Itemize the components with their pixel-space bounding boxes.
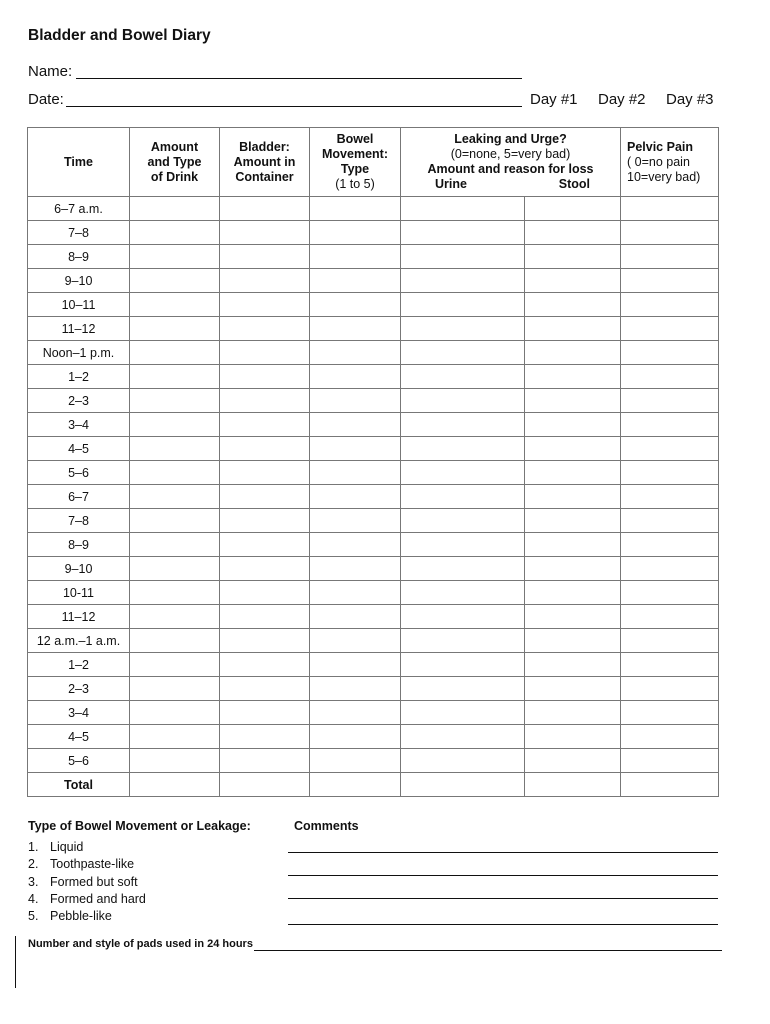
- drink-cell[interactable]: [130, 533, 220, 557]
- urine-cell[interactable]: [401, 725, 525, 749]
- table-row: [28, 197, 719, 221]
- date-label: Date:: [28, 91, 64, 108]
- pelvic-pain-cell[interactable]: [621, 749, 719, 773]
- table-row: [28, 341, 719, 365]
- table-row: [28, 413, 719, 437]
- bowel-cell[interactable]: [310, 197, 401, 221]
- stool-cell[interactable]: [525, 605, 621, 629]
- stool-cell[interactable]: [525, 269, 621, 293]
- pelvic-pain-cell[interactable]: [621, 653, 719, 677]
- pelvic-pain-cell[interactable]: [621, 245, 719, 269]
- bladder-cell[interactable]: [220, 317, 310, 341]
- header-drink: Amount and Type of Drink: [130, 128, 220, 197]
- pelvic-pain-cell[interactable]: [621, 629, 719, 653]
- bowel-cell[interactable]: [310, 485, 401, 509]
- urine-cell[interactable]: [401, 509, 525, 533]
- header-bowel: Bowel Movement: Type (1 to 5): [310, 128, 401, 197]
- bladder-cell[interactable]: [220, 341, 310, 365]
- urine-cell[interactable]: [401, 341, 525, 365]
- table-row: [28, 533, 719, 557]
- table-row: [28, 293, 719, 317]
- drink-cell[interactable]: [130, 293, 220, 317]
- time-cell: 8–9: [28, 245, 130, 269]
- urine-cell[interactable]: [401, 701, 525, 725]
- time-cell: 6–7: [28, 485, 130, 509]
- pelvic-pain-cell[interactable]: [621, 509, 719, 533]
- table-row: [28, 269, 719, 293]
- table-row: [28, 245, 719, 269]
- table-row: [28, 557, 719, 581]
- bladder-cell[interactable]: [220, 437, 310, 461]
- bowel-cell[interactable]: [310, 389, 401, 413]
- header-stool: Stool: [558, 177, 590, 191]
- pelvic-pain-cell[interactable]: [621, 461, 719, 485]
- name-field[interactable]: [76, 78, 522, 79]
- bladder-cell[interactable]: [220, 725, 310, 749]
- stool-cell[interactable]: [525, 413, 621, 437]
- header-pelvic-pain: Pelvic Pain ( 0=no pain 10=very bad): [621, 128, 719, 197]
- pelvic-pain-cell[interactable]: [621, 365, 719, 389]
- bladder-cell[interactable]: [220, 461, 310, 485]
- bowel-cell[interactable]: [310, 653, 401, 677]
- time-cell: 9–10: [28, 557, 130, 581]
- drink-cell[interactable]: [130, 653, 220, 677]
- stool-cell[interactable]: [525, 293, 621, 317]
- drink-cell[interactable]: [130, 413, 220, 437]
- bowel-cell[interactable]: [310, 413, 401, 437]
- urine-cell[interactable]: [401, 749, 525, 773]
- stool-cell[interactable]: [525, 533, 621, 557]
- bowel-cell[interactable]: [310, 461, 401, 485]
- urine-cell[interactable]: [401, 677, 525, 701]
- total-label: Total: [28, 773, 130, 797]
- pelvic-pain-cell[interactable]: [621, 197, 719, 221]
- table-row: [28, 317, 719, 341]
- bowel-cell[interactable]: [310, 629, 401, 653]
- time-cell: 1–2: [28, 365, 130, 389]
- bladder-cell[interactable]: [220, 533, 310, 557]
- bladder-cell[interactable]: [220, 245, 310, 269]
- urine-cell[interactable]: [401, 581, 525, 605]
- diary-table: [27, 127, 719, 797]
- comment-line-2[interactable]: [288, 875, 718, 876]
- drink-cell[interactable]: [130, 629, 220, 653]
- drink-cell[interactable]: [130, 701, 220, 725]
- drink-cell[interactable]: [130, 245, 220, 269]
- comment-line-3[interactable]: [288, 898, 718, 899]
- bladder-cell[interactable]: [220, 485, 310, 509]
- total-row: [28, 773, 719, 797]
- time-cell: 8–9: [28, 533, 130, 557]
- stool-cell[interactable]: [525, 725, 621, 749]
- table-row: [28, 749, 719, 773]
- urine-cell[interactable]: [401, 629, 525, 653]
- bowel-type-legend: [28, 839, 146, 925]
- bladder-cell[interactable]: [220, 197, 310, 221]
- pelvic-pain-cell[interactable]: [621, 701, 719, 725]
- time-cell: 5–6: [28, 461, 130, 485]
- urine-cell[interactable]: [401, 269, 525, 293]
- bowel-cell[interactable]: [310, 533, 401, 557]
- bowel-cell[interactable]: [310, 581, 401, 605]
- drink-cell[interactable]: [130, 773, 220, 797]
- time-cell: 11–12: [28, 317, 130, 341]
- time-cell: 5–6: [28, 749, 130, 773]
- comment-line-4[interactable]: [288, 924, 718, 925]
- urine-cell[interactable]: [401, 317, 525, 341]
- table-row: [28, 221, 719, 245]
- time-cell: 3–4: [28, 413, 130, 437]
- pelvic-pain-cell[interactable]: [621, 437, 719, 461]
- urine-cell[interactable]: [401, 221, 525, 245]
- comments-label: Comments: [294, 819, 359, 833]
- bladder-cell[interactable]: [220, 749, 310, 773]
- drink-cell[interactable]: [130, 437, 220, 461]
- table-row: [28, 389, 719, 413]
- drink-cell[interactable]: [130, 605, 220, 629]
- drink-cell[interactable]: [130, 341, 220, 365]
- drink-cell[interactable]: [130, 581, 220, 605]
- table-row: [28, 365, 719, 389]
- time-cell: 7–8: [28, 509, 130, 533]
- pelvic-pain-cell[interactable]: [621, 557, 719, 581]
- table-row: [28, 653, 719, 677]
- bowel-cell[interactable]: [310, 269, 401, 293]
- bowel-cell[interactable]: [310, 701, 401, 725]
- header-bladder: Bladder: Amount in Container: [220, 128, 310, 197]
- bladder-cell[interactable]: [220, 389, 310, 413]
- diary-body: [28, 197, 719, 797]
- table-row: [28, 437, 719, 461]
- table-row: [28, 725, 719, 749]
- pelvic-pain-cell[interactable]: [621, 485, 719, 509]
- drink-cell[interactable]: [130, 197, 220, 221]
- table-row: [28, 629, 719, 653]
- urine-cell[interactable]: [401, 773, 525, 797]
- table-row: [28, 485, 719, 509]
- drink-cell[interactable]: [130, 365, 220, 389]
- drink-cell[interactable]: [130, 485, 220, 509]
- urine-cell[interactable]: [401, 293, 525, 317]
- pelvic-pain-cell[interactable]: [621, 317, 719, 341]
- table-row: [28, 509, 719, 533]
- table-row: [28, 677, 719, 701]
- stool-cell[interactable]: [525, 749, 621, 773]
- legend-item: 4. Formed and hard: [28, 891, 146, 906]
- stool-cell[interactable]: [525, 317, 621, 341]
- pelvic-pain-cell[interactable]: [621, 389, 719, 413]
- pelvic-pain-cell[interactable]: [621, 677, 719, 701]
- time-cell: 11–12: [28, 605, 130, 629]
- urine-cell[interactable]: [401, 461, 525, 485]
- bladder-cell[interactable]: [220, 629, 310, 653]
- stool-cell[interactable]: [525, 461, 621, 485]
- margin-bar: [15, 936, 16, 988]
- urine-cell[interactable]: [401, 485, 525, 509]
- stool-cell[interactable]: [525, 653, 621, 677]
- urine-cell[interactable]: [401, 533, 525, 557]
- bladder-cell[interactable]: [220, 581, 310, 605]
- bowel-cell[interactable]: [310, 509, 401, 533]
- stool-cell[interactable]: [525, 437, 621, 461]
- header-urine: Urine: [435, 177, 467, 191]
- pelvic-pain-cell[interactable]: [621, 773, 719, 797]
- bowel-cell[interactable]: [310, 605, 401, 629]
- drink-cell[interactable]: [130, 461, 220, 485]
- header-leaking: Leaking and Urge? (0=none, 5=very bad) Amount and reason for loss Urine Stool: [401, 128, 621, 197]
- urine-cell[interactable]: [401, 653, 525, 677]
- urine-cell[interactable]: [401, 557, 525, 581]
- legend-title: Type of Bowel Movement or Leakage:: [28, 819, 251, 833]
- urine-cell[interactable]: [401, 413, 525, 437]
- bladder-cell[interactable]: [220, 413, 310, 437]
- stool-cell[interactable]: [525, 365, 621, 389]
- table-row: [28, 461, 719, 485]
- time-cell: 10–11: [28, 293, 130, 317]
- time-cell: 7–8: [28, 221, 130, 245]
- stool-cell[interactable]: [525, 197, 621, 221]
- drink-cell[interactable]: [130, 509, 220, 533]
- legend-item: 1. Liquid: [28, 840, 84, 854]
- stool-cell[interactable]: [525, 389, 621, 413]
- comment-line-1[interactable]: [288, 852, 718, 853]
- bowel-cell[interactable]: [310, 677, 401, 701]
- bladder-cell[interactable]: [220, 701, 310, 725]
- bowel-cell[interactable]: [310, 293, 401, 317]
- table-row: [28, 701, 719, 725]
- time-cell: 1–2: [28, 653, 130, 677]
- drink-cell[interactable]: [130, 725, 220, 749]
- pelvic-pain-cell[interactable]: [621, 413, 719, 437]
- page-title: Bladder and Bowel Diary: [28, 27, 211, 44]
- bladder-cell[interactable]: [220, 773, 310, 797]
- bowel-cell[interactable]: [310, 749, 401, 773]
- urine-cell[interactable]: [401, 197, 525, 221]
- stool-cell[interactable]: [525, 581, 621, 605]
- time-cell: Noon–1 p.m.: [28, 341, 130, 365]
- bladder-cell[interactable]: [220, 221, 310, 245]
- time-cell: 10-11: [28, 581, 130, 605]
- legend-item: 2. Toothpaste-like: [28, 857, 135, 872]
- legend-item: 5. Pebble-like: [28, 909, 112, 924]
- stool-cell[interactable]: [525, 485, 621, 509]
- bladder-cell[interactable]: [220, 509, 310, 533]
- drink-cell[interactable]: [130, 269, 220, 293]
- drink-cell[interactable]: [130, 389, 220, 413]
- table-row: [28, 605, 719, 629]
- urine-cell[interactable]: [401, 365, 525, 389]
- stool-cell[interactable]: [525, 509, 621, 533]
- pads-label: Number and style of pads used in 24 hours: [28, 938, 253, 950]
- bowel-cell[interactable]: [310, 725, 401, 749]
- stool-cell[interactable]: [525, 677, 621, 701]
- drink-cell[interactable]: [130, 221, 220, 245]
- pelvic-pain-cell[interactable]: [621, 269, 719, 293]
- pelvic-pain-cell[interactable]: [621, 341, 719, 365]
- name-label: Name:: [28, 63, 73, 80]
- urine-cell[interactable]: [401, 437, 525, 461]
- stool-cell[interactable]: [525, 629, 621, 653]
- bladder-cell[interactable]: [220, 269, 310, 293]
- bowel-cell[interactable]: [310, 317, 401, 341]
- stool-cell[interactable]: [525, 773, 621, 797]
- drink-cell[interactable]: [130, 317, 220, 341]
- day-3-label: Day #3: [666, 91, 714, 108]
- bowel-cell[interactable]: [310, 437, 401, 461]
- bladder-cell[interactable]: [220, 653, 310, 677]
- urine-cell[interactable]: [401, 389, 525, 413]
- pelvic-pain-cell[interactable]: [621, 293, 719, 317]
- stool-cell[interactable]: [525, 701, 621, 725]
- bowel-cell[interactable]: [310, 221, 401, 245]
- date-field[interactable]: [66, 106, 522, 107]
- legend-item: 3. Formed but soft: [28, 874, 138, 889]
- bowel-cell[interactable]: [310, 245, 401, 269]
- bladder-cell[interactable]: [220, 605, 310, 629]
- drink-cell[interactable]: [130, 749, 220, 773]
- time-cell: 12 a.m.–1 a.m.: [28, 629, 130, 653]
- day-1-label: Day #1: [530, 91, 578, 108]
- time-cell: 9–10: [28, 269, 130, 293]
- time-cell: 2–3: [28, 677, 130, 701]
- urine-cell[interactable]: [401, 605, 525, 629]
- stool-cell[interactable]: [525, 245, 621, 269]
- bladder-cell[interactable]: [220, 557, 310, 581]
- stool-cell[interactable]: [525, 221, 621, 245]
- day-2-label: Day #2: [598, 91, 646, 108]
- pelvic-pain-cell[interactable]: [621, 533, 719, 557]
- stool-cell[interactable]: [525, 557, 621, 581]
- table-row: [28, 581, 719, 605]
- pelvic-pain-cell[interactable]: [621, 221, 719, 245]
- drink-cell[interactable]: [130, 677, 220, 701]
- header-time: Time: [28, 128, 130, 197]
- urine-cell[interactable]: [401, 245, 525, 269]
- bladder-cell[interactable]: [220, 677, 310, 701]
- bladder-cell[interactable]: [220, 365, 310, 389]
- pads-field[interactable]: [254, 950, 722, 951]
- bladder-cell[interactable]: [220, 293, 310, 317]
- pelvic-pain-cell[interactable]: [621, 725, 719, 749]
- drink-cell[interactable]: [130, 557, 220, 581]
- bowel-cell[interactable]: [310, 365, 401, 389]
- pelvic-pain-cell[interactable]: [621, 605, 719, 629]
- bowel-cell[interactable]: [310, 557, 401, 581]
- time-cell: 3–4: [28, 701, 130, 725]
- time-cell: 6–7 a.m.: [28, 197, 130, 221]
- bowel-cell[interactable]: [310, 341, 401, 365]
- time-cell: 2–3: [28, 389, 130, 413]
- pelvic-pain-cell[interactable]: [621, 581, 719, 605]
- bowel-cell[interactable]: [310, 773, 401, 797]
- time-cell: 4–5: [28, 437, 130, 461]
- stool-cell[interactable]: [525, 341, 621, 365]
- time-cell: 4–5: [28, 725, 130, 749]
